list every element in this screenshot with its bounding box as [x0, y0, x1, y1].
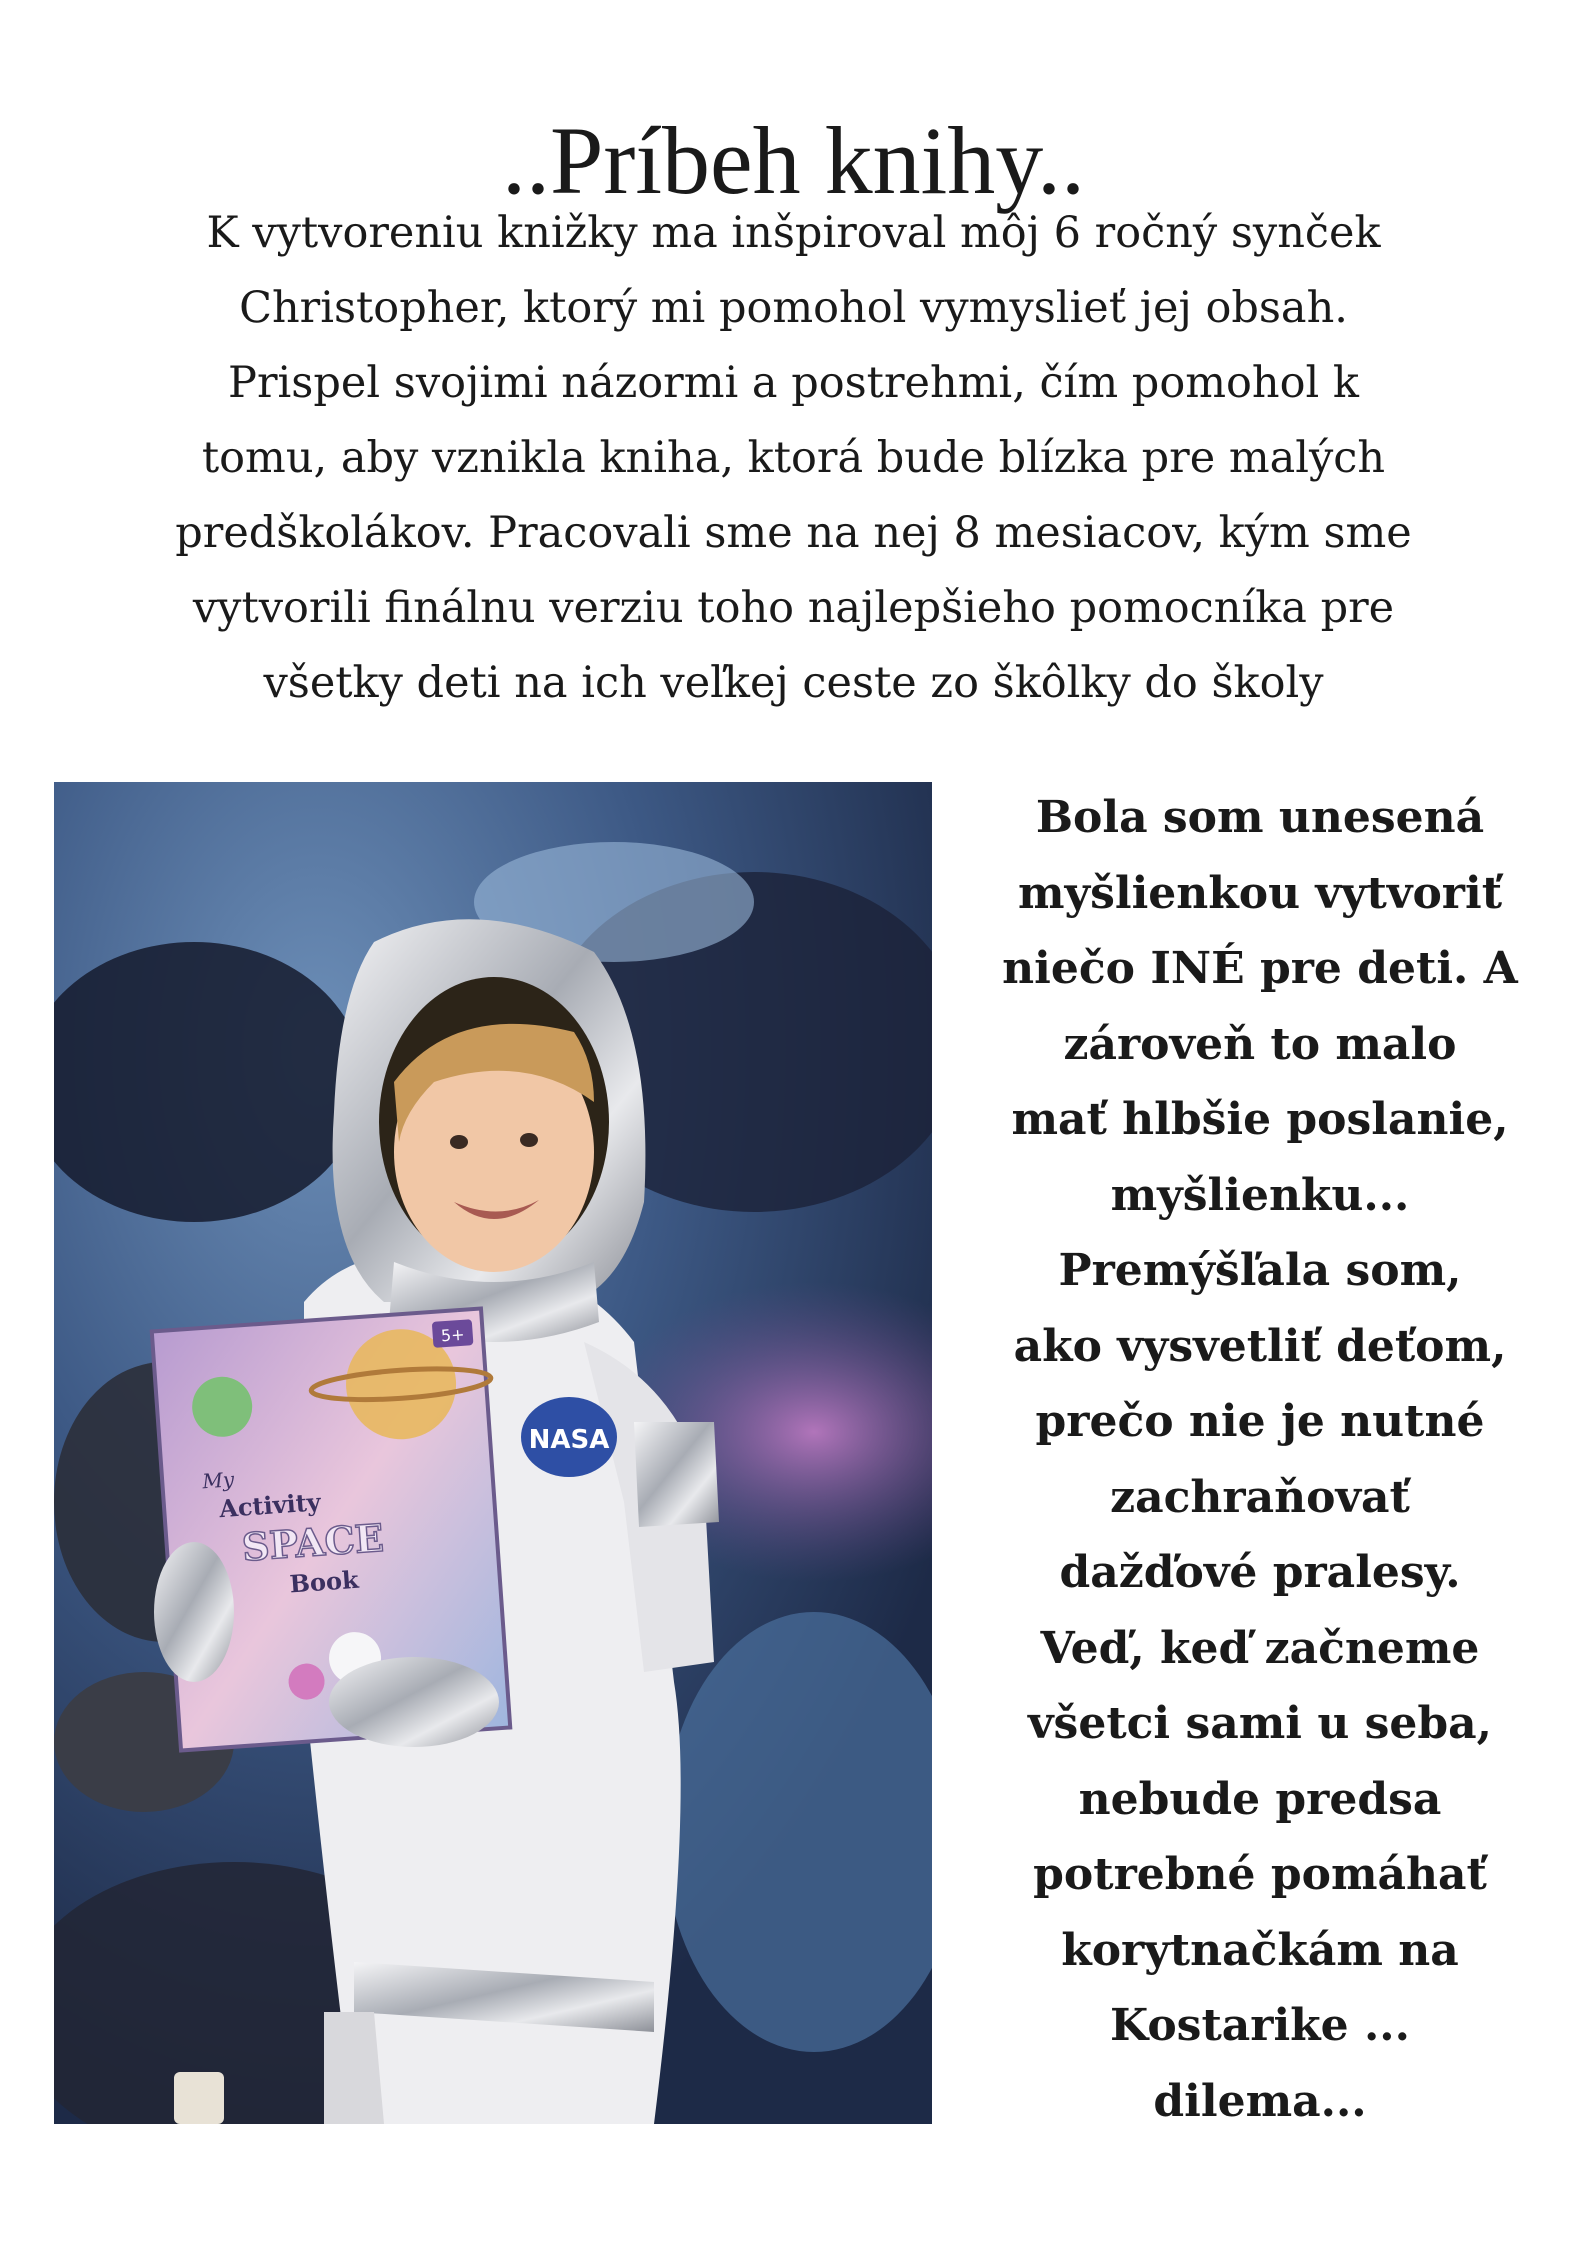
photo-illustration — [54, 782, 932, 2124]
side-line: zároveň to malo — [1063, 1018, 1457, 1070]
wall-outlet — [174, 2072, 224, 2124]
intro-line: tomu, aby vznikla kniha, ktorá bude blízka pre malých — [201, 433, 1386, 483]
side-line: Kostarike ... — [1110, 2000, 1410, 2051]
book-title-activity: Activity — [218, 1487, 322, 1524]
side-paragraph — [965, 780, 1555, 2139]
side-line: zachraňovať — [1110, 1471, 1410, 1523]
side-line: Veď, keď začneme — [1040, 1622, 1480, 1674]
intro-line: všetky deti na ich veľkej ceste zo škôlky do školy — [263, 658, 1324, 708]
intro-line: Christopher, ktorý mi pomohol vymyslieť jej obsah. — [239, 283, 1348, 333]
intro-line: vytvorili finálnu verziu toho najlepšieho pomocníka pre — [192, 583, 1395, 633]
side-line: niečo INÉ pre deti. A — [1002, 943, 1518, 994]
side-line: myšlienku... — [1110, 1169, 1410, 1221]
side-line: všetci sami u seba, — [1027, 1698, 1493, 1749]
page-title: ..Príbeh knihy.. — [501, 107, 1086, 215]
side-line: Premýšľala som, — [1058, 1245, 1462, 1296]
side-line: nebude predsa — [1078, 1773, 1442, 1825]
side-line: ako vysvetliť deťom, — [1013, 1320, 1507, 1372]
side-line: Bola som unesená — [1035, 792, 1485, 843]
intro-paragraph — [40, 196, 1547, 721]
side-line: potrebné pomáhať — [1033, 1849, 1487, 1900]
side-line: mať hlbšie poslanie, — [1011, 1094, 1509, 1145]
age-label: 5+ — [440, 1324, 466, 1346]
side-line: myšlienkou vytvoriť — [1017, 867, 1503, 919]
side-line: prečo nie je nutné — [1035, 1396, 1485, 1447]
book-title-my: My — [201, 1467, 235, 1494]
intro-line: Prispel svojimi názormi a postrehmi, čím pomohol k — [228, 358, 1359, 408]
book-title-space: SPACE — [240, 1514, 386, 1570]
astronaut-child-photo — [54, 782, 932, 2124]
side-line: korytnačkám na — [1061, 1924, 1459, 1976]
side-line: dilema... — [1153, 2075, 1367, 2127]
intro-line: K vytvoreniu knižky ma inšpiroval môj 6 ročný synček — [206, 208, 1381, 258]
side-line: dažďové pralesy. — [1059, 1547, 1461, 1598]
book-title-book: Book — [288, 1564, 360, 1599]
nasa-badge-text: NASA — [528, 1425, 610, 1455]
intro-line: predškolákov. Pracovali sme na nej 8 mesiacov, kým sme — [175, 508, 1412, 558]
